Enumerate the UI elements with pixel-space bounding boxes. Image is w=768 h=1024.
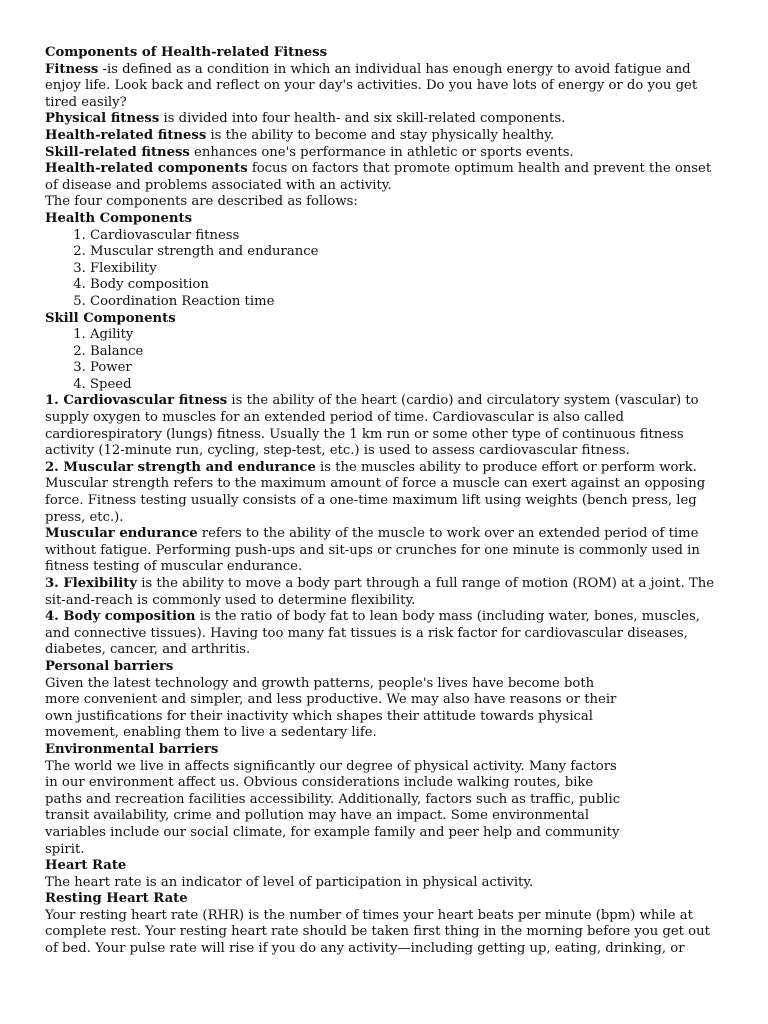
list-item: 4. Speed <box>90 377 718 394</box>
resting-heart-rate-heading: Resting Heart Rate <box>45 891 188 907</box>
health-related-fitness-definition: Health-related fitness is the ability to become and stay physically healthy. <box>45 127 555 143</box>
environmental-barriers-paragraph: The world we live in affects significantly our degree of physical activity. Many factors in our environment affect us. Obvious considerations include walking routes, bike paths and recreation facilities accessibility. Additionally, factors such as traffic, public transit availability, crime and pollution may have an impact. Some environmental variables include our social climate, for example family and peer help and community spirit. <box>45 758 621 857</box>
body-composition-paragraph: 4. Body composition is the ratio of body fat to lean body mass (including water, bones, muscles, and connective tissues). Having too many fat tissues is a risk factor for cardiovascular diseases, diabetes, cancer, and arthritis. <box>45 609 700 658</box>
list-item: 3. Power <box>90 360 718 377</box>
list-item: 1. Cardiovascular fitness <box>90 228 718 245</box>
physical-fitness-definition: Physical fitness is divided into four health- and six skill-related components. <box>45 111 566 127</box>
list-item: 4. Body composition <box>90 277 718 294</box>
list-item: 1. Agility <box>90 327 718 344</box>
personal-barriers-heading: Personal barriers <box>45 658 174 674</box>
heart-rate-heading: Heart Rate <box>45 858 127 874</box>
resting-heart-rate-paragraph: Your resting heart rate (RHR) is the number of times your heart beats per minute (bpm) while at complete rest. Your resting heart rate should be taken first thing in the morning before you get out of bed. Your pulse rate will rise if you do any activity—including getting up, eating, drinking, or <box>45 907 710 957</box>
skill-components-heading: Skill Components <box>45 310 176 326</box>
term: Fitness <box>45 61 99 77</box>
health-related-components-definition: Health-related components focus on factors that promote optimum health and prevent the onset of disease and problems associated with an activity. <box>45 161 712 193</box>
list-item: 2. Muscular strength and endurance <box>90 244 718 261</box>
list-item: 5. Coordination Reaction time <box>90 294 718 311</box>
intro-four-components: The four components are described as follows: <box>45 194 358 210</box>
cardiovascular-fitness-paragraph: 1. Cardiovascular fitness is the ability of the heart (cardio) and circulatory system (vascular) to supply oxygen to muscles for an extended period of time. Cardiovascular is also called cardiorespiratory (lungs) fitness. Usually the 1 km run or some other type of continuous fitness activity (12-minute run, cycling, step-test, etc.) is used to assess cardiovascular fitness. <box>45 393 699 459</box>
environmental-barriers-heading: Environmental barriers <box>45 741 219 757</box>
flexibility-paragraph: 3. Flexibility is the ability to move a body part through a full range of motion (ROM) at a joint. The sit-and-reach is commonly used to determine flexibility. <box>45 576 715 608</box>
health-components-heading: Health Components <box>45 210 193 226</box>
document-title: Components of Health-related Fitness <box>45 45 328 60</box>
list-item: 2. Balance <box>90 344 718 361</box>
personal-barriers-paragraph: Given the latest technology and growth patterns, people's lives have become both more convenient and simpler, and less productive. We may also have reasons or their own justifications for their inactivity which shapes their attitude towards physical movement, enabling them to live a sedentary life. <box>45 675 617 741</box>
muscular-strength-paragraph: 2. Muscular strength and endurance is the muscles ability to produce effort or perform work. Muscular strength refers to the maximum amount of force a muscle can exert against an opposing force. Fitness testing usually consists of a one-time maximum lift using weights (bench press, leg press, etc.). <box>45 459 706 525</box>
health-components-list <box>45 228 718 311</box>
muscular-endurance-paragraph: Muscular endurance refers to the ability of the muscle to work over an extended period of time without fatigue. Performing push-ups and sit-ups or crunches for one minute is commonly used in fitness testing of muscular endurance. <box>45 526 700 575</box>
heart-rate-paragraph: The heart rate is an indicator of level of participation in physical activity. <box>45 874 534 890</box>
fitness-definition: Fitness -is defined as a condition in which an individual has enough energy to avoid fatigue and enjoy life. Look back and reflect on your day's activities. Do you have lots of energy or do you get tired easily? <box>45 61 698 110</box>
skill-related-fitness-definition: Skill-related fitness enhances one's performance in athletic or sports events. <box>45 144 574 160</box>
list-item: 3. Flexibility <box>90 261 718 278</box>
skill-components-list <box>45 327 718 393</box>
